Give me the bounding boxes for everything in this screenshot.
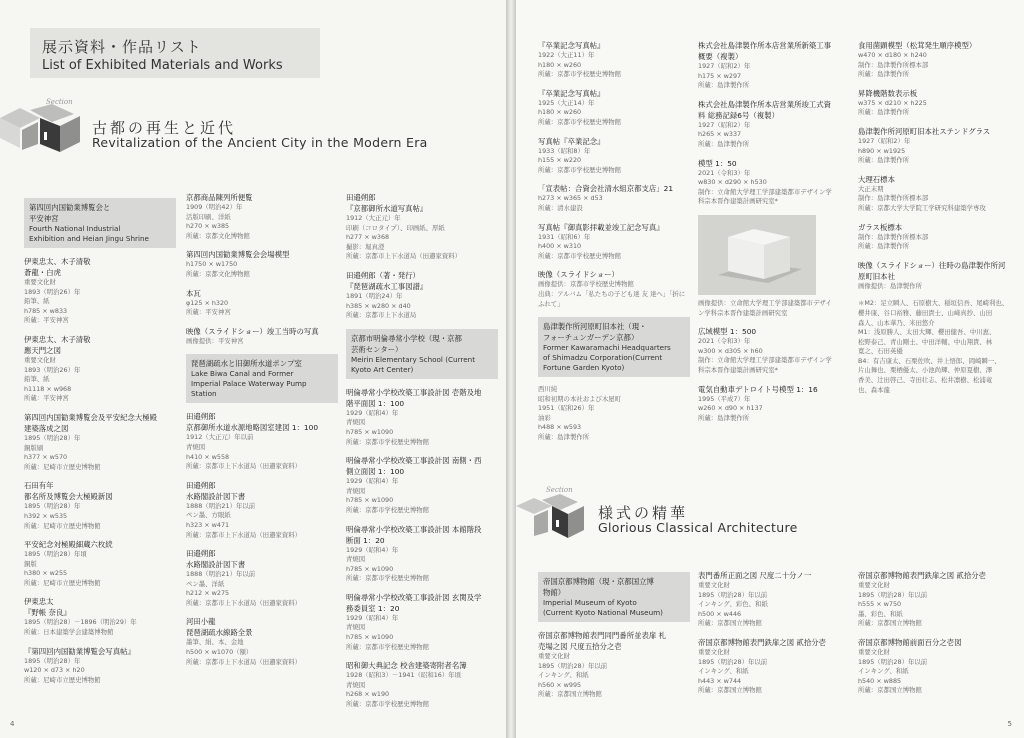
item-title: 伊東忠太 『野帳 奈良』 xyxy=(24,597,71,618)
list-item xyxy=(858,260,1010,292)
footnote: ＊M2：足立瞬人、石原樹大、稲垣信吾、尾崎利也、 櫻井康、谷口裕雅、藤田貴士、山﨑真抄、山田 森人、山本華乃、米田悠介 M1：浅原勝人、太田大輝、櫻田健吾、中川恵、 松野泰己、青山剛士、中田洋輔、中山翔貴、林 寛之、石田英優 B4：有吉康太、石栗佐吹、井上悟郎、岡崎瞬一、 片山舞也、栗栖優太、小池尚輝、仲原夏樹、澤 香美、辻田啓己、寺田壮志、松井凛樹、松浦竜 也、森本龍 xyxy=(858,299,1009,394)
section-title-jp: 古都の再生と近代 xyxy=(92,119,237,137)
item-details: 1895（明治28）年頃 銅版 h380 × w255 所蔵：尼崎市立歴史博物館 xyxy=(24,550,101,587)
item-details: h1750 × w1750 所蔵：京都文化博物館 xyxy=(186,260,250,278)
list-item xyxy=(24,412,176,472)
item-title: 「宣表帖：合資会社清水組京都支店」21 xyxy=(538,184,674,194)
list-column-4 xyxy=(538,40,690,451)
left-page xyxy=(0,0,506,738)
item-title: 昇降機階数表示板 xyxy=(858,88,918,98)
list-item xyxy=(538,630,690,700)
list-item xyxy=(346,592,498,652)
item-details: 2021（令和3）年 w300 × d305 × h60 制作：立命館大学理工学部建築都市デザイン学 科宗本晋作建築計画研究室* xyxy=(698,337,832,374)
list-item xyxy=(186,326,338,347)
list-column-2 xyxy=(186,192,338,675)
list-item xyxy=(698,158,848,207)
section-label: Section xyxy=(46,98,73,106)
list-column-6 xyxy=(858,40,1010,395)
item-details: 1895（明治28）年 h392 × w535 所蔵：尼崎市立歴史博物館 xyxy=(24,502,101,530)
section-title-en: Revitalization of the Ancient City in the Modern Era xyxy=(92,135,428,150)
category-title-en: Former Kawaramachi Headquarters of Shimadzu Corporation(Current Fortune Garden Kyoto) xyxy=(543,343,671,373)
list-item xyxy=(698,326,848,375)
list-column-8 xyxy=(698,570,848,704)
category-box xyxy=(538,317,690,377)
item-details: 重要文化財 1895（明治28）年以前 h555 × w750 墨、彩色、和紙 所蔵：京都国立博物館 xyxy=(858,581,928,628)
list-item xyxy=(186,249,338,279)
header-title-jp: 展示資料・作品リスト xyxy=(42,38,202,56)
list-item xyxy=(186,192,338,241)
item-details: 大正末期 制作：島津製作所標本部 所蔵：京都大学大学院工学研究科建築学専攻 xyxy=(858,184,986,212)
item-details: 1888（明治21）年以前 ペン墨、方眼紙 h323 × w471 所蔵：京都市上下水道局（田邉家資料） xyxy=(186,501,302,539)
item-details: 重要文化財 1895（明治28）年以前 インキング、和紙 h540 × w885 所蔵：京都国立博物館 xyxy=(858,647,928,695)
item-details: 1927（昭和2）年 h175 × w297 所蔵：島津製作所 xyxy=(698,62,751,90)
list-item xyxy=(538,183,690,213)
item-title: 島津製作所河原町旧本社ステンドグラス xyxy=(858,126,991,136)
list-item xyxy=(346,455,498,515)
item-title: 『第四回内国勧業博覧会写真帖』 xyxy=(24,646,135,656)
item-title: 映像（スライドショー）竣工当時の写真 xyxy=(186,326,319,336)
item-title: 第四回内国勧業博覧会及平安紀念大極殿 建築落成之図 xyxy=(24,412,158,433)
item-details: 1929（昭和4）年 青焼図 h785 × w1090 所蔵：京都市学校歴史博物館 xyxy=(346,408,430,446)
item-title: 帝国京都博物館表門鉄扉之図 貳拾分壱 xyxy=(698,637,826,647)
list-item xyxy=(858,637,1010,696)
section2-title-en: Glorious Classical Architecture xyxy=(598,520,798,535)
item-details: 画像提供：平安神宮 xyxy=(186,336,244,345)
item-details: 1927（昭和2）年 h890 × w1925 所蔵：島津製作所 xyxy=(858,136,911,165)
item-title: 電気自動車デトロイト号模型 1：16 xyxy=(698,384,818,394)
category-title-jp: 島津製作所河原町旧本社（現・ フォーチュンガーデン京都） xyxy=(543,322,647,343)
item-details: 画像提供：京都市学校歴史博物館 出典：アルバム「私たちの子ども達 友 達へ」「折に ふれて」 xyxy=(538,280,686,308)
list-item xyxy=(858,174,1010,214)
list-item xyxy=(698,40,848,91)
category-box xyxy=(24,198,176,248)
page-number-right: 5 xyxy=(1007,720,1012,728)
list-item xyxy=(538,385,690,443)
page-number-left: 4 xyxy=(10,720,15,728)
item-title: 大理石標本 xyxy=(858,174,895,184)
list-item xyxy=(24,596,176,637)
item-details: 1888（明治21）年以前 ペン墨、洋紙 h212 × w275 所蔵：京都市上下水道局（田邉家資料） xyxy=(186,570,302,607)
item-details: 画像提供：島津製作所 xyxy=(858,281,922,290)
item-details: 1895（明治28）年 銅版刷 h377 × w570 所蔵：尼崎市立歴史博物館 xyxy=(24,433,101,471)
list-item xyxy=(24,334,176,404)
item-details: 1933（昭和8）年 h155 × w220 所蔵：京都市学校歴史博物館 xyxy=(538,146,622,174)
header-title-en: List of Exhibited Materials and Works xyxy=(42,58,283,73)
item-details: 1925（大正14）年 h180 × w260 所蔵：京都市学校歴史博物館 xyxy=(538,98,622,126)
item-title: 田邉朔郎 水路閣設計図下書 xyxy=(186,480,246,501)
list-item xyxy=(24,480,176,531)
item-details: 1912（大正元）年 印刷（コロタイプ）、印画紙、厚紙 h277 × w368 撮影：堀真澄 所蔵：京都市上下水道局（田邉家資料） xyxy=(346,214,462,261)
building-model-photo xyxy=(698,215,816,295)
list-item xyxy=(538,136,690,176)
item-title: 写真帖『御真影拝載並竣工記念写真』 xyxy=(538,222,664,232)
item-details: φ125 × h320 所蔵：平安神宮 xyxy=(186,298,231,317)
item-title: 田邉朔郎（著・発行） 『琵琶湖疏水工事図譜』 xyxy=(346,270,428,291)
list-item xyxy=(24,256,176,326)
item-details: w470 × d180 × h240 制作：島津製作所標本部 所蔵：島津製作所 xyxy=(858,51,929,79)
item-title: 『卒業記念写真帖』 xyxy=(538,41,605,50)
list-column-7 xyxy=(538,570,690,708)
list-item xyxy=(24,646,176,686)
item-title: 河田小龍 琵琶湖疏水線路全景 xyxy=(186,617,253,638)
item-details: 重要文化財 1895（明治28）年以前 インキング、和紙 h443 × w744 所蔵：京都国立博物館 xyxy=(698,647,768,695)
item-details: 重要文化財 1893（明治26）年 鉛筆、紙 h1118 × w968 所蔵：平安神宮 xyxy=(24,355,81,403)
item-details: 2021（令和3）年 w830 × d290 × h530 制作：立命館大学理工学部建築都市デザイン学 科宗本晋作建築計画研究室* xyxy=(698,168,832,206)
section2-label: Section xyxy=(546,486,573,494)
category-title-jp: 京都市明倫尋常小学校（現・京都 芸術センター） xyxy=(351,333,462,354)
category-title-jp: 第四回内国勧業博覧会と 平安神宮 xyxy=(29,203,111,223)
image-caption: 画像提供：立命館大学理工学部建築都市デザイ ン学科宗本晋作建築計画研究室 xyxy=(698,298,832,317)
item-details: h273 × w365 × d53 所蔵：清水建設 xyxy=(538,194,603,212)
item-details: 西川純 昭和初期の本社および木屋町 1951（昭和26）年 油彩 h488 × w593 所蔵：島津製作所 xyxy=(538,385,622,442)
item-title: 模型 1：50 xyxy=(698,158,737,168)
list-item xyxy=(346,524,498,584)
list-item xyxy=(346,387,498,447)
list-item xyxy=(346,192,498,262)
item-title: 田邉朔郎 『京都御所水道写真帖』 xyxy=(346,193,428,213)
item-title: 本瓦 xyxy=(186,288,201,298)
item-title: 株式会社島津製作所本店営業所竣工式資 料 総務記録6号（複製） xyxy=(698,99,832,120)
category-title-en: Lake Biwa Canal and Former Imperial Palace Waterway Pump Station xyxy=(191,369,307,399)
list-item xyxy=(538,40,690,80)
list-item xyxy=(698,384,848,424)
category-box xyxy=(346,329,498,379)
item-details: 1895（明治28）年 w120 × d73 × h20 所蔵：尼崎市立歴史博物館 xyxy=(24,656,101,684)
item-title: 広域模型 1：500 xyxy=(698,327,757,337)
list-item xyxy=(24,539,176,588)
item-details: 1895（明治28）－1896（明治29）年 所蔵：日本建築学会建築博物館 xyxy=(24,618,137,637)
item-details: 1995（平成7）年 w260 × d90 × h137 所蔵：島津製作所 xyxy=(698,394,763,422)
item-title: 映像（スライドショー） xyxy=(538,270,619,280)
item-details: 重要文化財 1893（明治26）年 鉛筆、紙 h785 × w833 所蔵：平安神宮 xyxy=(24,278,81,325)
item-details: 墨筆、絹、本、金地 h500 × w1070（額） 所蔵：京都市上下水道局（田邉家資料） xyxy=(186,638,302,666)
item-details: 1912（大正元）年以前 青焼図 h410 × w558 所蔵：京都市上下水道局（田邉家資料） xyxy=(186,433,302,471)
item-title: 京都商品陳列所便覧 xyxy=(186,193,253,202)
category-title-jp: 琵琶湖疏水と旧御所水道ポンプ室 xyxy=(191,359,302,369)
item-details: w375 × d210 × h225 所蔵：島津製作所 xyxy=(858,98,927,117)
item-title: 第四回内国勧業博覧会会場模型 xyxy=(186,250,290,260)
item-title: 写真帖『卒業記念』 xyxy=(538,136,605,146)
list-item xyxy=(698,570,848,629)
gutter xyxy=(506,0,516,738)
list-item xyxy=(186,288,338,318)
list-item xyxy=(346,270,498,321)
item-title: 表門番所正面之図 尺度二十分ノ一 xyxy=(698,571,812,580)
item-details: 1909（明治42）年 活版印刷、洋紙 h270 × w385 所蔵：京都文化博物館 xyxy=(186,203,250,240)
list-item xyxy=(858,126,1010,166)
item-details: 1929（昭和4）年 青焼図 h785 × w1090 所蔵：京都市学校歴史博物館 xyxy=(346,477,430,514)
list-item xyxy=(186,548,338,608)
item-details: 1929（昭和4）年 青焼図 h785 × w1090 所蔵：京都市学校歴史博物館 xyxy=(346,613,430,651)
item-title: 帝国京都博物館表門同門番所並表扉 札 売場之図 尺度五拾分之壱 xyxy=(538,631,666,651)
list-column-9 xyxy=(858,570,1010,704)
item-title: 帝国京都博物館前面百分之壱図 xyxy=(858,637,962,647)
item-details: 1891（明治24）年 h385 × w280 × d40 所蔵：京都市上下水道局 xyxy=(346,291,417,320)
category-title-en: Meirin Elementary School (Current Kyoto Art Center) xyxy=(351,354,476,374)
section2-logo-icon xyxy=(516,494,586,540)
item-details: 重要文化財 1895（明治28）年以前 インキング、和紙 h560 × w995 所蔵：京都国立博物館 xyxy=(538,652,608,699)
list-item xyxy=(858,40,1010,80)
item-title: ガラス板標本 xyxy=(858,222,903,232)
item-title: 食用菌顕模型（松茸発生順序模型） xyxy=(858,41,977,50)
list-item xyxy=(186,411,338,471)
item-title: 映像（スライドショー）往時の島津製作所河 原町旧本社 xyxy=(858,260,1006,281)
list-item xyxy=(186,616,338,667)
list-column-1 xyxy=(24,196,176,693)
list-item xyxy=(698,637,848,696)
list-item xyxy=(698,99,848,150)
list-item xyxy=(538,222,690,262)
item-details: 1929（昭和4）年 青焼図 h785 × w1090 所蔵：京都市学校歴史博物館 xyxy=(346,545,430,583)
item-title: 田邉朔郎 京都御所水道水源地略図室建図 1：100 xyxy=(186,412,319,433)
list-item xyxy=(858,570,1010,629)
item-title: 昭和御大典記念 校舎建築寄附者名簿 xyxy=(346,661,467,671)
item-details: 1927（昭和2）年 h265 × w337 所蔵：島津製作所 xyxy=(698,120,751,148)
page-header xyxy=(30,28,320,78)
item-title: 伊東忠太、木子清敬 應天門之図 xyxy=(24,334,91,355)
item-title: 平安紀念対極殿細蔵六枚続 xyxy=(24,540,113,550)
list-item xyxy=(538,88,690,128)
list-column-3 xyxy=(346,192,498,718)
list-item xyxy=(186,480,338,540)
item-title: 帝国京都博物館表門鉄扉之図 貳拾分壱 xyxy=(858,571,986,580)
list-column-5 xyxy=(698,40,848,431)
right-page xyxy=(516,0,1024,738)
list-item xyxy=(538,269,690,309)
item-details: 1922（大正11）年 h180 × w260 所蔵：京都市学校歴史博物館 xyxy=(538,51,622,79)
item-title: 明倫尋常小学校改築工事設計図 南側・西 側立面図 1：100 xyxy=(346,456,482,477)
section-logo-icon xyxy=(0,104,82,156)
item-title: 株式会社島津製作所本店営業所新築工事 概要（複製） xyxy=(698,41,832,61)
item-details: 制作：島津製作所標本部 所蔵：島津製作所 xyxy=(858,232,929,251)
category-title-en: Imperial Museum of Kyoto (Current Kyoto National Museum) xyxy=(543,598,663,617)
item-title: 石田有年 都名所及博覧会大極殿新図 xyxy=(24,481,113,502)
item-details: 1928（昭和3）－1941（昭和16）年頃 青焼図 h268 × w190 所蔵：京都市学校歴史博物館 xyxy=(346,671,462,709)
list-item xyxy=(858,222,1010,252)
category-box xyxy=(186,354,338,403)
item-title: 『卒業記念写真帖』 xyxy=(538,88,605,98)
list-item xyxy=(346,660,498,709)
item-title: 田邉朔郎 水路閣設計図下書 xyxy=(186,549,246,570)
section2-title-jp: 様式の精華 xyxy=(598,504,689,522)
item-details: 1931（昭和6）年 h400 × w310 所蔵：京都市学校歴史博物館 xyxy=(538,232,622,260)
item-title: 明倫尋常小学校改築工事設計図 壱階及地 階平面図 1：100 xyxy=(346,387,482,408)
category-box xyxy=(538,572,690,622)
category-title-jp: 帝国京都博物館（現・京都国立博 物館） xyxy=(543,577,654,597)
category-title-en: Fourth National Industrial Exhibition and Heian Jingu Shrine xyxy=(29,224,149,243)
item-title: 伊東忠太、木子清敬 蒼龍・白虎 xyxy=(24,257,91,277)
item-title: 明倫尋常小学校改築工事設計図 本館階段 断面 1：20 xyxy=(346,524,482,545)
list-item xyxy=(858,88,1010,118)
item-details: 重要文化財 1895（明治28）年以前 インキング、彩色、和紙 h500 × w446 所蔵：京都国立博物館 xyxy=(698,581,768,628)
item-title: 明倫尋常小学校改築工事設計図 玄関及学 務委員室 1：20 xyxy=(346,592,482,613)
